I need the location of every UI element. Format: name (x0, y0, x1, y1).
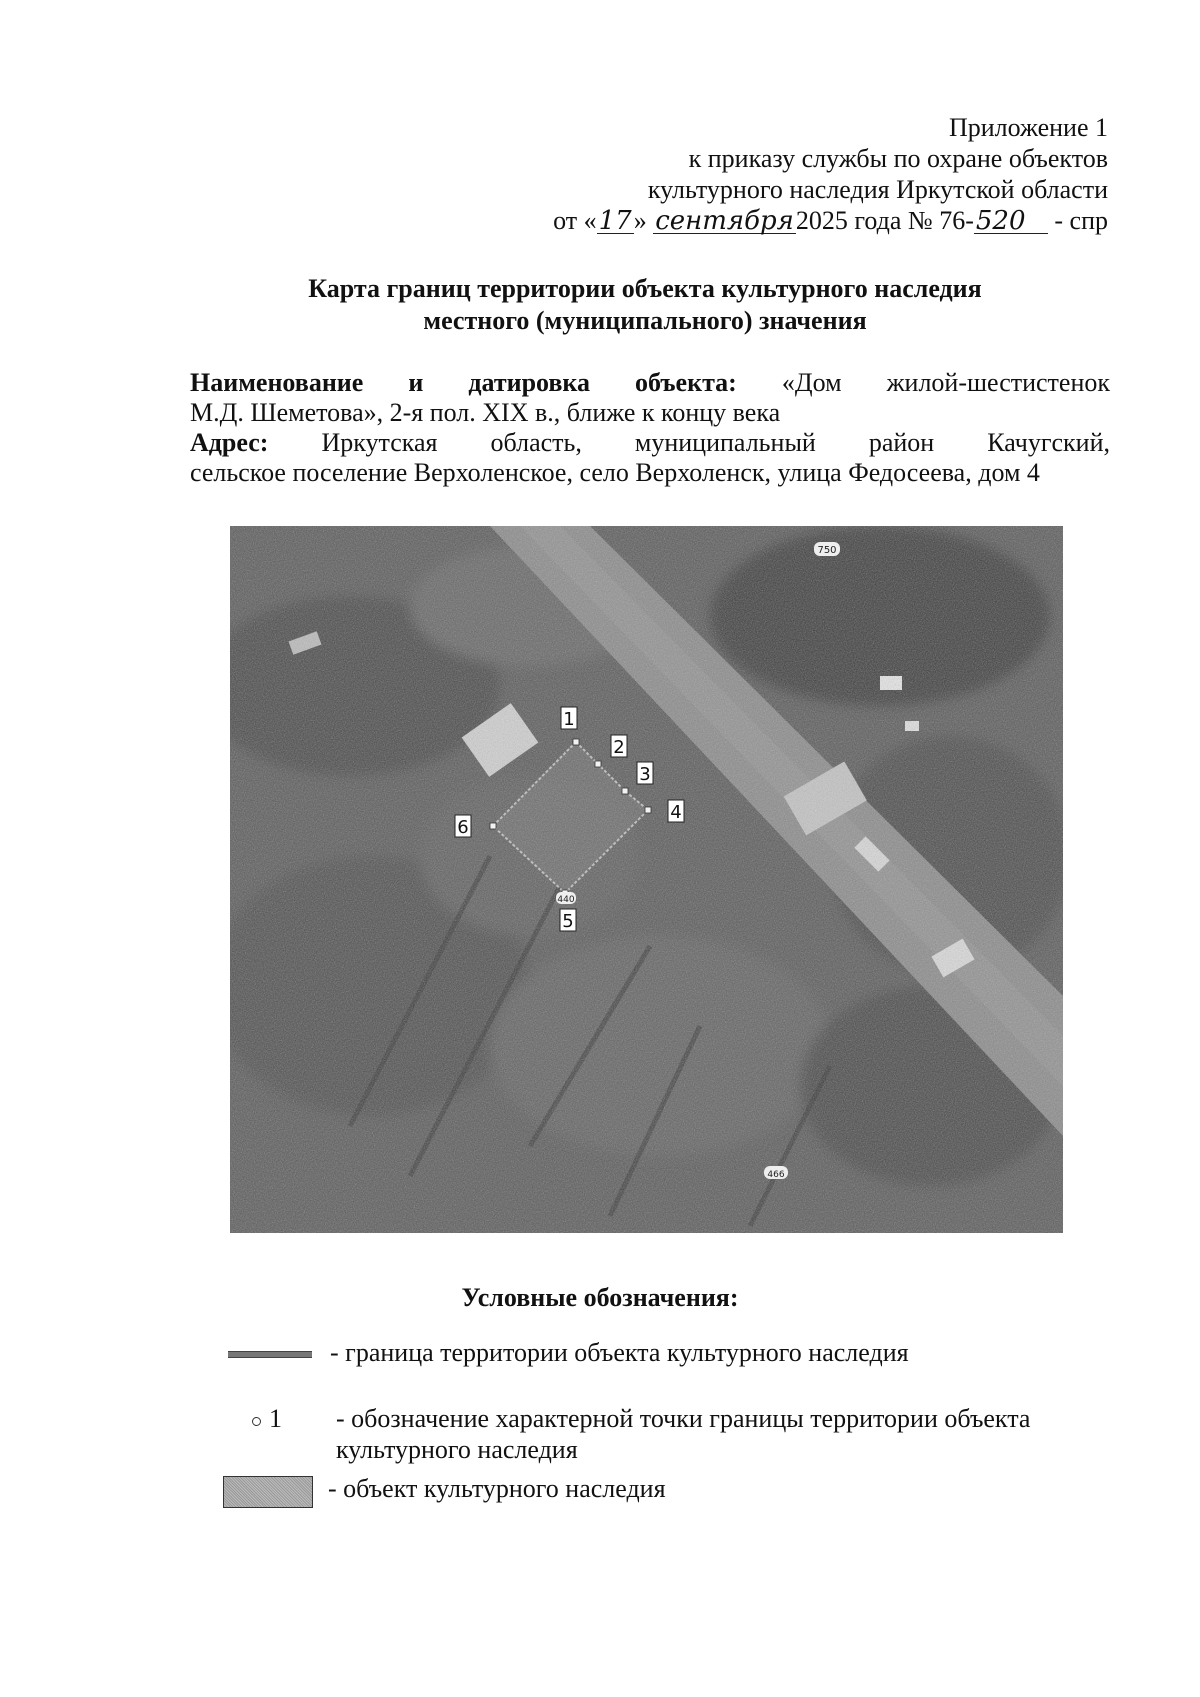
boundary-point-marker (622, 788, 628, 794)
point-circle-icon (252, 1417, 261, 1426)
map-canvas (230, 526, 1063, 1233)
legend-boundary-text: - граница территории объекта культурного наследия (330, 1338, 909, 1367)
boundary-point-label: 6 (457, 817, 469, 838)
date-year: 2025 года № 76- (795, 206, 974, 235)
boundary-point-marker (573, 739, 579, 745)
svg-text:466: 466 (767, 1170, 785, 1180)
legend-point-line-1: - обозначение характерной точки границы территории объекта (336, 1404, 1031, 1433)
svg-text:440: 440 (557, 895, 575, 905)
legend-point-line-2: культурного наследия (336, 1435, 578, 1464)
boundary-point-label: 2 (613, 737, 625, 758)
boundary-point-marker (490, 823, 496, 829)
address-line-2: сельское поселение Верхоленское, село Верхоленск, улица Федосеева, дом 4 (190, 458, 1040, 487)
legend-point-text (336, 1403, 1030, 1465)
photo-grain (230, 526, 1063, 1233)
object-description (190, 368, 1110, 488)
handwritten-day: 17 (598, 206, 632, 236)
object-name-value: «Дом жилой-шестистенок (781, 368, 1111, 397)
svg-text:750: 750 (817, 545, 837, 556)
address-line-1 (190, 428, 1110, 458)
document-header (468, 112, 1108, 236)
object-name-line-1 (190, 368, 1110, 398)
order-suffix: - спр (1054, 206, 1108, 235)
legend-object-text: - объект культурного наследия (328, 1474, 666, 1503)
point-swatch-label: 1 (269, 1404, 282, 1433)
point-swatch (252, 1404, 282, 1434)
road-label-750 (814, 542, 840, 556)
boundary-point-label: 1 (563, 709, 575, 730)
boundary-point-marker (595, 761, 601, 767)
agency-line: культурного наследия Иркутской области (647, 175, 1108, 204)
title-line-2: местного (муниципального) значения (423, 306, 867, 335)
handwritten-order-number: 520 (974, 209, 1048, 234)
order-ref-line: к приказу службы по охране объектов (688, 144, 1108, 173)
date-prefix: от « (553, 206, 597, 235)
boundary-line-swatch (228, 1351, 312, 1358)
heritage-object-swatch (223, 1476, 313, 1508)
address-value: Иркутская область, муниципальный район Качугский, (321, 428, 1110, 457)
boundary-point-label: 3 (639, 764, 651, 785)
appendix-label: Приложение 1 (948, 113, 1108, 142)
road-label-440 (556, 892, 576, 905)
boundary-point-label: 5 (562, 911, 574, 932)
order-date-line (468, 205, 1108, 236)
boundary-point-marker (645, 807, 651, 813)
object-name-line-2: М.Д. Шеметова», 2-я пол. XIX в., ближе к концу века (190, 398, 781, 427)
boundary-point-label: 4 (670, 802, 682, 823)
title-line-1: Карта границ территории объекта культурного наследия (308, 274, 982, 303)
date-mid: » (633, 206, 647, 235)
object-name-label: Наименование и датировка объекта: (190, 368, 737, 397)
document-title (180, 273, 1110, 337)
handwritten-month: сентября (655, 206, 794, 236)
legend-title: Условные обозначения: (461, 1283, 739, 1312)
address-label: Адрес: (190, 428, 269, 457)
satellite-map (230, 526, 1063, 1233)
road-label-466 (764, 1166, 788, 1180)
